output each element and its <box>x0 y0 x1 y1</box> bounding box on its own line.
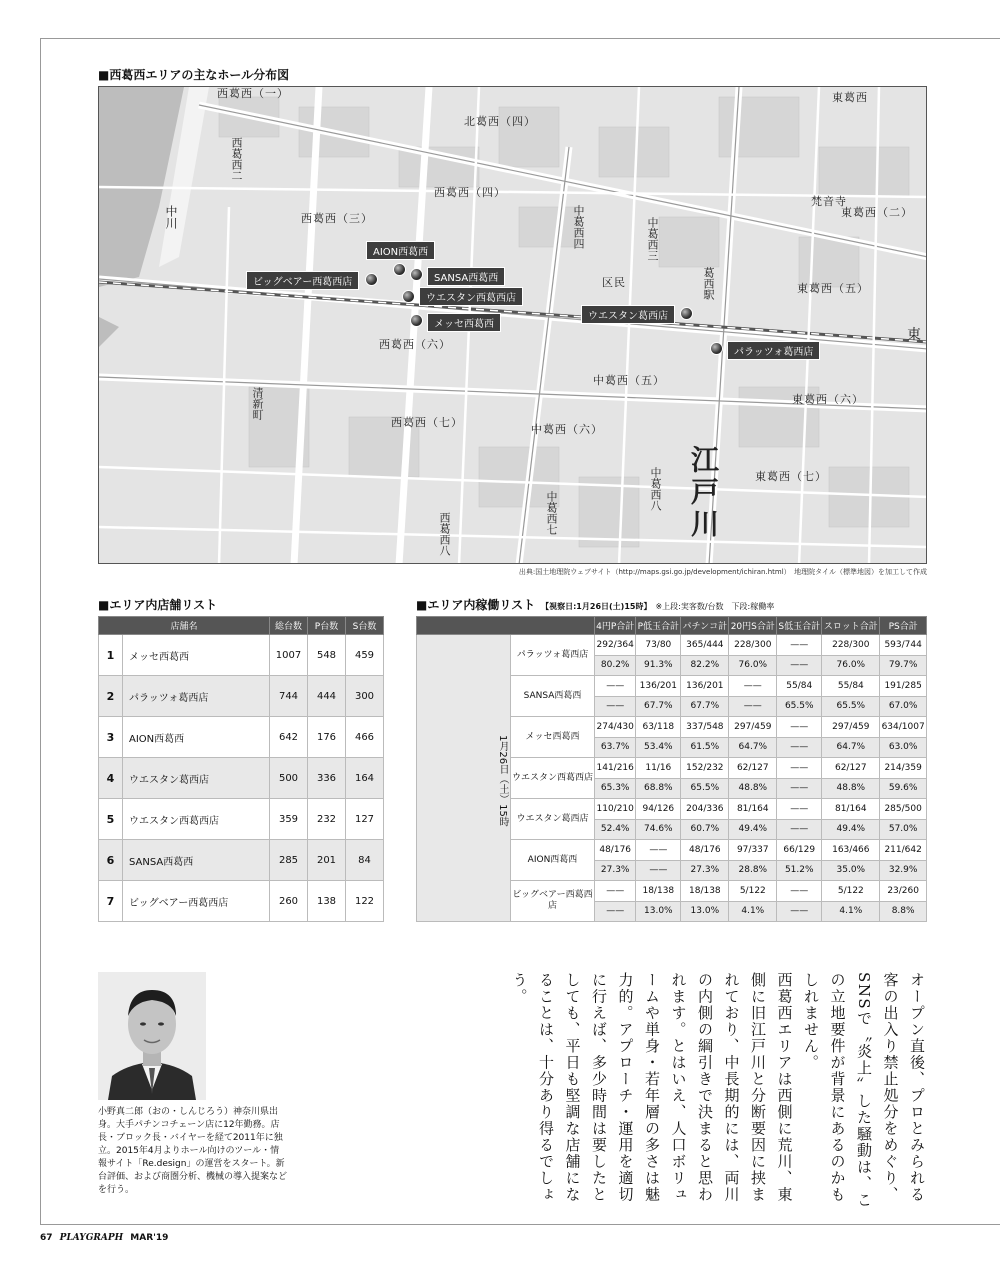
vertical-area-label: 中葛西七 <box>545 491 558 535</box>
count-cell: —— <box>636 840 681 861</box>
rate-cell: 65.5% <box>822 696 880 717</box>
magazine-name: PLAYGRAPH <box>59 1233 124 1243</box>
rate-cell: 65.5% <box>777 696 822 717</box>
area-label: 東 <box>907 327 922 343</box>
rate-cell: 76.0% <box>729 655 777 676</box>
rate-cell: 49.4% <box>822 819 880 840</box>
store-marker <box>410 314 423 327</box>
store-name-cell: パラッツォ葛西店 <box>511 635 595 676</box>
count-cell: 81/164 <box>822 799 880 820</box>
rate-cell: 67.7% <box>636 696 681 717</box>
store-tag-western-nishikasai: ウエスタン西葛西店 <box>419 287 523 306</box>
rate-cell: 35.0% <box>822 860 880 881</box>
count-cell: 18/138 <box>636 881 681 902</box>
map-source: 出典:国土地理院ウェブサイト（http://maps.gsi.go.jp/development/ichiran.html） 地理院タイル（標準地図）を加工して作成 <box>518 568 927 576</box>
count-cell: 81/164 <box>729 799 777 820</box>
store-tag-aion: AION西葛西 <box>366 241 435 260</box>
operation-title-text: ■エリア内稼働リスト <box>416 598 536 612</box>
store-tag-palazzo: パラッツォ葛西店 <box>727 341 820 360</box>
store-marker <box>402 290 415 303</box>
count-cell: —— <box>777 881 822 902</box>
count-cell: 136/201 <box>681 676 729 697</box>
count-cell: 593/744 <box>880 635 927 656</box>
rank-cell: 4 <box>99 758 123 799</box>
store-name-cell: ウエスタン西葛西店 <box>123 799 270 840</box>
rank-cell: 6 <box>99 840 123 881</box>
count-cell: 214/359 <box>880 758 927 779</box>
total-cell: 642 <box>270 717 308 758</box>
area-label: 東葛西（六） <box>792 393 864 406</box>
rate-cell: 82.2% <box>681 655 729 676</box>
river-label: 江戸川 <box>687 445 720 541</box>
vertical-area-label: 中葛西八 <box>649 467 662 511</box>
store-list-title: ■エリア内店舗リスト <box>98 598 218 612</box>
rate-cell: 67.7% <box>681 696 729 717</box>
count-cell: 48/176 <box>681 840 729 861</box>
count-cell: 191/285 <box>880 676 927 697</box>
rank-cell: 5 <box>99 799 123 840</box>
area-label: 東葛西（七） <box>755 470 827 483</box>
count-cell: 11/16 <box>636 758 681 779</box>
rate-cell: —— <box>595 696 636 717</box>
page-footer <box>40 1233 168 1243</box>
rate-cell: 65.5% <box>681 778 729 799</box>
count-cell: 634/1007 <box>880 717 927 738</box>
page-number: 67 <box>40 1233 53 1243</box>
count-cell: 62/127 <box>822 758 880 779</box>
count-cell: —— <box>595 881 636 902</box>
rate-cell: 57.0% <box>880 819 927 840</box>
table-row <box>99 799 384 840</box>
rate-cell: 60.7% <box>681 819 729 840</box>
rate-cell: 67.0% <box>880 696 927 717</box>
rate-cell: 80.2% <box>595 655 636 676</box>
article-text: オープン直後、プロとみられる客の出入り禁止処分をめぐり、SNSで〝炎上〟した騒動は、この立地要件が背景にあるのかもしれません。 西葛西エリアは西側に荒川、東側に旧江戸川と分断要因に挟まれており、中長期的には、両川の内側の綱引きで決まると思われます。とはいえ、人口ボリュームや単身・若年層の多さは魅力的。アプローチ・運用を適切に行えば、多少時間は要したとしても、平日も堅調な店舗になることは、十分あり得るでしょう。 <box>510 972 926 1209</box>
store-marker <box>393 263 406 276</box>
total-cell: 500 <box>270 758 308 799</box>
store-marker <box>410 268 423 281</box>
count-cell: 274/430 <box>595 717 636 738</box>
rate-cell: 48.8% <box>822 778 880 799</box>
table-row <box>99 881 384 922</box>
count-cell: 94/126 <box>636 799 681 820</box>
total-cell: 744 <box>270 676 308 717</box>
rate-cell: 48.8% <box>729 778 777 799</box>
page-frame-top <box>40 38 1000 39</box>
count-cell: 285/500 <box>880 799 927 820</box>
count-cell: 228/300 <box>729 635 777 656</box>
p-cell: 201 <box>308 840 346 881</box>
area-label: 東葛西（五） <box>797 282 869 295</box>
rate-cell: 64.7% <box>822 737 880 758</box>
p-cell: 138 <box>308 881 346 922</box>
count-cell: 55/84 <box>777 676 822 697</box>
map-roads <box>99 87 927 564</box>
col-header-op: PS合計 <box>880 617 927 635</box>
store-tag-sansa: SANSA西葛西 <box>427 267 505 286</box>
col-header-op: S低玉合計 <box>777 617 822 635</box>
rate-cell: 52.4% <box>595 819 636 840</box>
rate-cell: 51.2% <box>777 860 822 881</box>
survey-date: 【視察日:1月26日(土)15時】 <box>541 602 648 611</box>
area-label: 西葛西（七） <box>391 416 463 429</box>
p-cell: 232 <box>308 799 346 840</box>
store-marker <box>710 342 723 355</box>
rate-cell: —— <box>777 655 822 676</box>
rank-cell: 2 <box>99 676 123 717</box>
issue-label: MAR'19 <box>130 1233 169 1243</box>
count-cell: —— <box>777 635 822 656</box>
rate-cell: 68.8% <box>636 778 681 799</box>
count-cell: 204/336 <box>681 799 729 820</box>
col-header-total: 総台数 <box>270 617 308 635</box>
store-tag-western-kasai: ウエスタン葛西店 <box>581 305 675 324</box>
area-label: 西葛西（一） <box>217 87 289 100</box>
rate-cell: 61.5% <box>681 737 729 758</box>
operation-legend: ※上段:実客数/台数 下段:稼働率 <box>655 602 775 611</box>
table-row <box>99 758 384 799</box>
table-row <box>99 635 384 676</box>
area-label: 東葛西 <box>832 91 868 104</box>
s-cell: 127 <box>346 799 384 840</box>
store-name-cell: メッセ西葛西 <box>511 717 595 758</box>
count-cell: 297/459 <box>729 717 777 738</box>
count-cell: 73/80 <box>636 635 681 656</box>
count-cell: 18/138 <box>681 881 729 902</box>
area-label: 西葛西（四） <box>434 186 506 199</box>
count-cell: 5/122 <box>729 881 777 902</box>
s-cell: 459 <box>346 635 384 676</box>
count-cell: 141/216 <box>595 758 636 779</box>
col-header-op: 4円P合計 <box>595 617 636 635</box>
area-label: 中葛西（六） <box>531 423 603 436</box>
total-cell: 285 <box>270 840 308 881</box>
col-header-p: P台数 <box>308 617 346 635</box>
count-cell: 297/459 <box>822 717 880 738</box>
store-name-cell: ウエスタン葛西店 <box>511 799 595 840</box>
area-label: 区民 <box>602 276 626 289</box>
count-cell: 23/260 <box>880 881 927 902</box>
store-marker <box>365 273 378 286</box>
rate-cell: 28.8% <box>729 860 777 881</box>
author-bio: 小野真二郎（おの・しんじろう）神奈川県出身。大手パチンコチェーン店に12年勤務。店長・ブロック長・バイヤーを経て2011年に独立。2015年4月よりホール向けのツール・情報サイト「Re.design」の運営をスタート。新台評価、および商圏分析、機械の導入提案などを行う。 <box>98 1107 288 1196</box>
area-label: 北葛西（四） <box>464 115 536 128</box>
rate-cell: 74.6% <box>636 819 681 840</box>
rate-cell: 49.4% <box>729 819 777 840</box>
rate-cell: 64.7% <box>729 737 777 758</box>
s-cell: 84 <box>346 840 384 881</box>
author-photo <box>98 972 206 1100</box>
rate-cell: 76.0% <box>822 655 880 676</box>
count-cell: 228/300 <box>822 635 880 656</box>
col-header-op: 20円S合計 <box>729 617 777 635</box>
vertical-area-label: 中葛西三 <box>646 217 659 261</box>
page-frame-bottom <box>40 1224 1000 1225</box>
vertical-area-label: 中川 <box>164 205 178 229</box>
rate-cell: —— <box>777 778 822 799</box>
rate-cell: 79.7% <box>880 655 927 676</box>
store-name-cell: ウエスタン西葛西店 <box>511 758 595 799</box>
rate-cell: 13.0% <box>636 901 681 922</box>
rate-cell: —— <box>777 819 822 840</box>
count-cell: 152/232 <box>681 758 729 779</box>
area-label: 西葛西（六） <box>379 338 451 351</box>
vertical-area-label: 中葛西四 <box>572 205 585 249</box>
rank-cell: 3 <box>99 717 123 758</box>
rate-cell: 91.3% <box>636 655 681 676</box>
col-header-op: パチンコ計 <box>681 617 729 635</box>
rate-cell: —— <box>636 860 681 881</box>
count-cell: 337/548 <box>681 717 729 738</box>
count-cell: 48/176 <box>595 840 636 861</box>
map-section-title: ■西葛西エリアの主なホール分布図 <box>98 68 290 82</box>
rate-cell: —— <box>729 696 777 717</box>
total-cell: 260 <box>270 881 308 922</box>
rate-cell: —— <box>777 901 822 922</box>
count-cell: 211/642 <box>880 840 927 861</box>
col-header-name: 店舗名 <box>99 617 270 635</box>
store-name-cell: メッセ西葛西 <box>123 635 270 676</box>
count-cell: —— <box>777 717 822 738</box>
vertical-area-label: 西葛西二 <box>230 137 243 181</box>
count-cell: —— <box>595 676 636 697</box>
count-cell: 97/337 <box>729 840 777 861</box>
store-name-cell: ビッグベアー西葛西店 <box>123 881 270 922</box>
article-body <box>510 972 930 1212</box>
rate-cell: 32.9% <box>880 860 927 881</box>
store-name-cell: AION西葛西 <box>123 717 270 758</box>
page-frame-left <box>40 38 41 1224</box>
count-cell: 136/201 <box>636 676 681 697</box>
rate-cell: —— <box>595 901 636 922</box>
count-cell: 110/210 <box>595 799 636 820</box>
rate-cell: 63.7% <box>595 737 636 758</box>
vertical-area-label: 清新町 <box>251 387 264 420</box>
store-name-cell: パラッツォ葛西店 <box>123 676 270 717</box>
rate-cell: 59.6% <box>880 778 927 799</box>
vertical-area-label: 西葛西八 <box>438 512 451 556</box>
s-cell: 300 <box>346 676 384 717</box>
p-cell: 336 <box>308 758 346 799</box>
rate-cell: 63.0% <box>880 737 927 758</box>
count-cell: 55/84 <box>822 676 880 697</box>
area-label: 西葛西（三） <box>301 212 373 225</box>
rate-cell: 4.1% <box>822 901 880 922</box>
operation-list-title <box>416 596 774 613</box>
rate-cell: 13.0% <box>681 901 729 922</box>
store-name-cell: ウエスタン葛西店 <box>123 758 270 799</box>
store-list-table <box>98 616 384 922</box>
area-label: 東葛西（二） <box>841 206 913 219</box>
rank-cell: 7 <box>99 881 123 922</box>
rate-cell: 4.1% <box>729 901 777 922</box>
store-name-cell: AION西葛西 <box>511 840 595 881</box>
col-header-s: S台数 <box>346 617 384 635</box>
table-row <box>417 635 927 656</box>
count-cell: —— <box>777 758 822 779</box>
rate-cell: 65.3% <box>595 778 636 799</box>
area-label: 梵音寺 <box>811 195 847 208</box>
count-cell: 63/118 <box>636 717 681 738</box>
table-row <box>99 717 384 758</box>
s-cell: 122 <box>346 881 384 922</box>
count-cell: 365/444 <box>681 635 729 656</box>
total-cell: 359 <box>270 799 308 840</box>
count-cell: —— <box>729 676 777 697</box>
store-name-cell: ビッグベアー西葛西店 <box>511 881 595 922</box>
col-header-op: スロット合計 <box>822 617 880 635</box>
store-tag-messe: メッセ西葛西 <box>427 313 501 332</box>
p-cell: 548 <box>308 635 346 676</box>
store-marker <box>680 307 693 320</box>
rate-cell: 53.4% <box>636 737 681 758</box>
survey-date-cell: 1月26日（土）15時 <box>417 635 511 922</box>
total-cell: 1007 <box>270 635 308 676</box>
count-cell: —— <box>777 799 822 820</box>
col-header-op: P低玉合計 <box>636 617 681 635</box>
area-label: 中葛西（五） <box>593 374 665 387</box>
vertical-area-label: 葛西駅 <box>702 267 715 300</box>
store-name-cell: SANSA西葛西 <box>511 676 595 717</box>
count-cell: 66/129 <box>777 840 822 861</box>
col-header-blank <box>417 617 595 635</box>
store-name-cell: SANSA西葛西 <box>123 840 270 881</box>
store-tag-bigbear: ビッグベアー西葛西店 <box>246 271 359 290</box>
rate-cell: 27.3% <box>595 860 636 881</box>
table-row <box>99 676 384 717</box>
s-cell: 164 <box>346 758 384 799</box>
p-cell: 176 <box>308 717 346 758</box>
count-cell: 163/466 <box>822 840 880 861</box>
count-cell: 62/127 <box>729 758 777 779</box>
operation-table <box>416 616 927 922</box>
p-cell: 444 <box>308 676 346 717</box>
count-cell: 292/364 <box>595 635 636 656</box>
rate-cell: 8.8% <box>880 901 927 922</box>
s-cell: 466 <box>346 717 384 758</box>
table-row <box>99 840 384 881</box>
rank-cell: 1 <box>99 635 123 676</box>
area-map <box>98 86 927 564</box>
rate-cell: 27.3% <box>681 860 729 881</box>
rate-cell: —— <box>777 737 822 758</box>
count-cell: 5/122 <box>822 881 880 902</box>
